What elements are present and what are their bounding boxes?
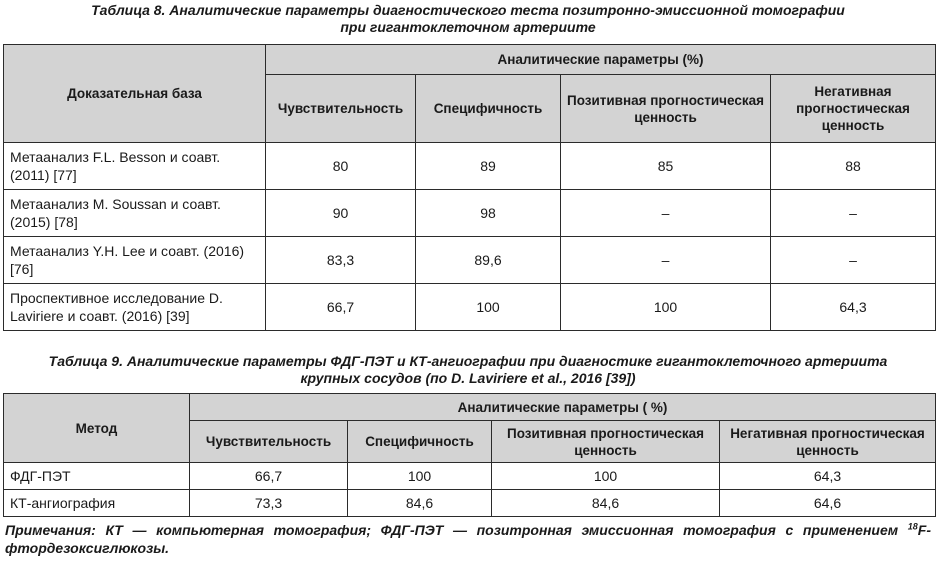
table-row: [4, 284, 936, 331]
npv-value: 64,3: [720, 463, 936, 490]
sensitivity-value: 66,7: [266, 284, 416, 331]
row-label: Метаанализ Y.H. Lee и соавт. (2016) [76]: [4, 237, 266, 284]
specificity-value: 100: [348, 463, 492, 490]
table9: [3, 393, 936, 517]
table8-col-npv: Негативная прогностическая ценность: [771, 75, 936, 143]
table9-caption-line2: крупных сосудов (по D. Laviriere et al., 2016 [39]): [300, 370, 636, 386]
table-row: [4, 190, 936, 237]
table9-caption: [0, 353, 936, 387]
table9-col-sensitivity: Чувствительность: [190, 421, 348, 463]
table8-caption-line2: при гигантоклеточном артериите: [340, 19, 596, 35]
table-row: [4, 490, 936, 517]
ppv-value: –: [561, 190, 771, 237]
table8-caption: [0, 2, 936, 36]
table9-caption-line1: Таблица 9. Аналитические параметры ФДГ-ПЭТ и КТ-ангиографии при диагностике гигантоклеточного артериита: [48, 353, 888, 369]
sensitivity-value: 66,7: [190, 463, 348, 490]
npv-value: 64,6: [720, 490, 936, 517]
ppv-value: 84,6: [492, 490, 720, 517]
ppv-value: –: [561, 237, 771, 284]
footnote-superscript: 18: [907, 521, 918, 532]
table8-caption-line1: Таблица 8. Аналитические параметры диагностического теста позитронно-эмиссионной томографии: [91, 2, 845, 18]
sensitivity-value: 90: [266, 190, 416, 237]
specificity-value: 89: [416, 143, 561, 190]
table8-col-specificity: Специфичность: [416, 75, 561, 143]
row-label: Метаанализ M. Soussan и соавт. (2015) [78]: [4, 190, 266, 237]
specificity-value: 98: [416, 190, 561, 237]
specificity-value: 89,6: [416, 237, 561, 284]
table9-header-group: Аналитические параметры ( %): [190, 394, 936, 421]
sensitivity-value: 83,3: [266, 237, 416, 284]
row-label: ФДГ-ПЭТ: [4, 463, 190, 490]
npv-value: 88: [771, 143, 936, 190]
specificity-value: 100: [416, 284, 561, 331]
table-row: [4, 463, 936, 490]
table8-header-rowlabel: Доказательная база: [4, 45, 266, 143]
table8-col-ppv: Позитивная прогностическая ценность: [561, 75, 771, 143]
npv-value: 64,3: [771, 284, 936, 331]
table9-col-specificity: Специфичность: [348, 421, 492, 463]
table8-col-sensitivity: Чувствительность: [266, 75, 416, 143]
footnote-text: Примечания: КТ — компьютерная томография; ФДГ-ПЭТ — позитронная эмиссионная томография с применением: [5, 522, 908, 538]
row-label: Проспективное исследование D. Laviriere и соавт. (2016) [39]: [4, 284, 266, 331]
sensitivity-value: 80: [266, 143, 416, 190]
table9-col-npv: Негативная прогностическая ценность: [720, 421, 936, 463]
row-label: Метаанализ F.L. Besson и соавт. (2011) [77]: [4, 143, 266, 190]
sensitivity-value: 73,3: [190, 490, 348, 517]
table9-col-ppv: Позитивная прогностическая ценность: [492, 421, 720, 463]
footnote-text-end: F-фтордезоксиглюкозы.: [5, 522, 931, 556]
table8-header-group: Аналитические параметры (%): [266, 45, 936, 75]
specificity-value: 84,6: [348, 490, 492, 517]
footnote: [5, 521, 931, 557]
row-label: КТ-ангиография: [4, 490, 190, 517]
npv-value: –: [771, 190, 936, 237]
table-row: [4, 143, 936, 190]
table8: [3, 44, 936, 331]
ppv-value: 100: [492, 463, 720, 490]
ppv-value: 100: [561, 284, 771, 331]
table-row: [4, 237, 936, 284]
table9-header-rowlabel: Метод: [4, 394, 190, 463]
ppv-value: 85: [561, 143, 771, 190]
npv-value: –: [771, 237, 936, 284]
